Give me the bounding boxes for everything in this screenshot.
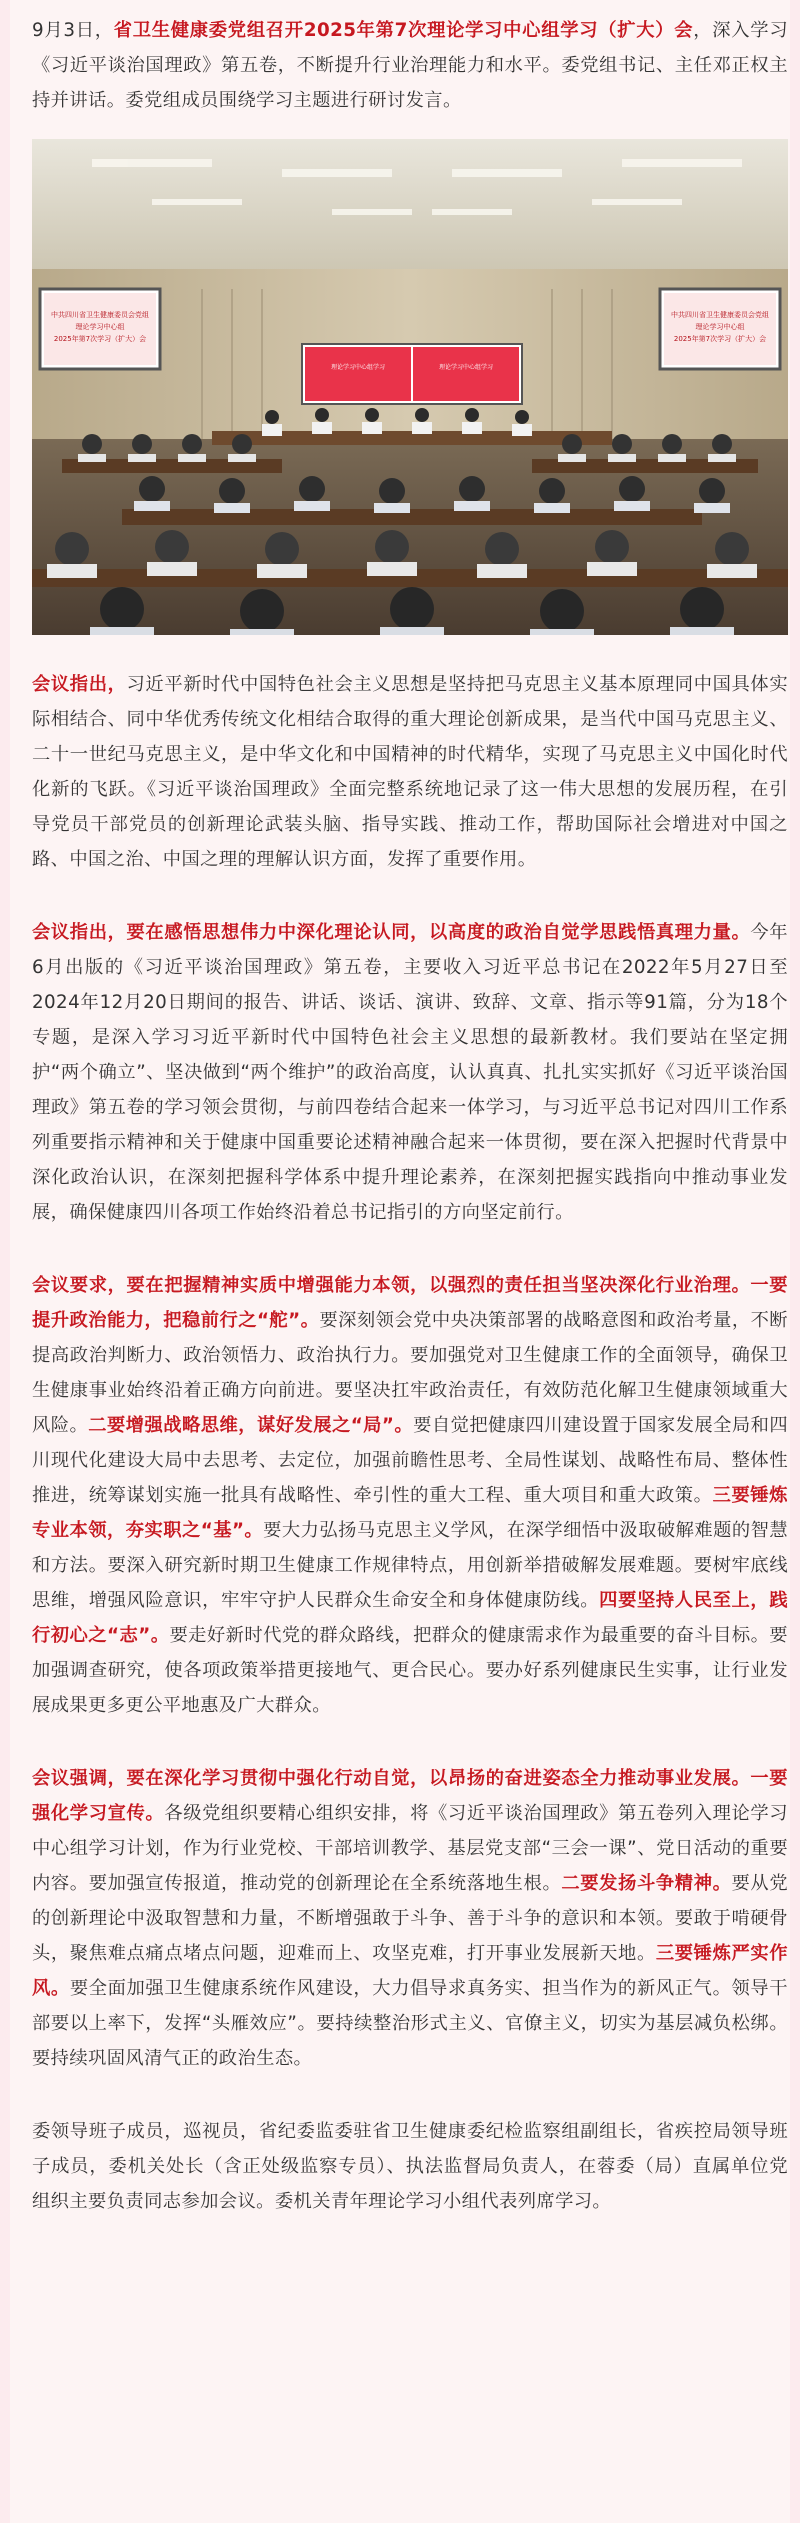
svg-text:2025年第7次学习（扩大）会: 2025年第7次学习（扩大）会 bbox=[673, 335, 767, 343]
intro-highlight: 省卫生健康委党组召开2025年第7次理论学习中心组学习（扩大）会 bbox=[113, 20, 694, 41]
p4-s3-title: 三要锤炼专业本领，夯实职之“基”。 bbox=[32, 1485, 788, 1541]
p5-s1-title: 一要强化学习宣传。 bbox=[32, 1768, 788, 1824]
p5-lead: 会议强调，要在深化学习贯彻中强化行动自觉，以昂扬的奋进姿态全力推动事业发展。 bbox=[32, 1768, 751, 1789]
article-card bbox=[10, 0, 790, 2523]
screen-right-text: 中共四川省卫生健康委员会党组 bbox=[671, 311, 769, 319]
paragraph-intro bbox=[32, 13, 788, 118]
paragraph-attendees bbox=[32, 2114, 788, 2219]
p4-lead: 会议要求，要在把握精神实质中增强能力本领，以强烈的责任担当坚决深化行业治理。 bbox=[32, 1275, 751, 1296]
p6-text: 委领导班子成员，巡视员，省纪委监委驻省卫生健康委纪检监察组副组长，省疾控局领导班子成员，委机关处长（含正处级监察专员）、执法监督局负责人，在蓉委（局）直属单位党组织主要负责同志参加会议。委机关青年理论学习小组代表列席学习。 bbox=[32, 2121, 788, 2212]
paragraph-emphasis bbox=[32, 1761, 788, 2076]
svg-text:理论学习中心组: 理论学习中心组 bbox=[75, 323, 125, 331]
p5-s2-text: 要从党的创新理论中汲取智慧和力量，不断增强敢于斗争、善于斗争的意识和本领。要敢于啃硬骨头，聚焦难点痛点堵点问题，迎难而上、攻坚克难，打开事业发展新天地。 bbox=[32, 1873, 789, 1964]
p4-s2-text: 要自觉把健康四川建设置于国家发展全局和四川现代化建设大局中去思考、去定位，加强前瞻性思考、全局性谋划、战略性布局、整体性推进，统筹谋划实施一批具有战略性、牵引性的重大工程、重大项目和重大政策。 bbox=[32, 1415, 789, 1506]
p4-s2-title: 二要增强战略思维，谋好发展之“局”。 bbox=[88, 1415, 414, 1436]
article-content bbox=[32, 13, 788, 2219]
paragraph-pointed-out-1 bbox=[32, 667, 788, 877]
meeting-photo bbox=[32, 139, 788, 635]
p5-s3-text: 要全面加强卫生健康系统作风建设，大力倡导求真务实、担当作为的新风正气。领导干部要以上率下，发挥“头雁效应”。要持续整治形式主义、官僚主义，切实为基层减负松绑。要持续巩固风清气正的政治生态。 bbox=[32, 1978, 788, 2069]
screen-left-text: 中共四川省卫生健康委员会党组 bbox=[51, 311, 149, 319]
screen-center-text: 理论学习中心组学习 bbox=[330, 364, 386, 371]
svg-text:理论学习中心组学习: 理论学习中心组学习 bbox=[438, 364, 494, 371]
p4-s4-title: 四要坚持人民至上，践行初心之“志”。 bbox=[32, 1590, 789, 1646]
p2-text: 习近平新时代中国特色社会主义思想是坚持把马克思主义基本原理同中国具体实际相结合、同中华优秀传统文化相结合取得的重大理论创新成果，是当代中国马克思主义、二十一世纪马克思主义，是中华文化和中国精神的时代精华，实现了马克思主义中国化时代化新的飞跃。《习近平谈治国理政》全面完整系统地记录了这一伟大思想的发展历程，在引导党员干部党员的创新理论武装头脑、指导实践、推动工作，帮助国际社会增进对中国之路、中国之治、中国之理的理解认识方面，发挥了重要作用。 bbox=[32, 674, 789, 870]
p4-s1-title: 一要提升政治能力，把稳前行之“舵”。 bbox=[32, 1275, 788, 1331]
paragraph-pointed-out-2 bbox=[32, 915, 788, 1230]
p4-s3-text: 要大力弘扬马克思主义学风，在深学细悟中汲取破解难题的智慧和方法。要深入研究新时期卫生健康工作规律特点，用创新举措破解发展难题。要树牢底线思维，增强风险意识，牢牢守护人民群众生命安全和身体健康防线。 bbox=[32, 1520, 788, 1611]
p5-s3-title: 三要锤炼严实作风。 bbox=[32, 1943, 788, 1999]
intro-rest: ，深入学习《习近平谈治国理政》第五卷，不断提升行业治理能力和水平。委党组书记、主任邓正权主持并讲话。委党组成员围绕学习主题进行研讨发言。 bbox=[32, 20, 789, 111]
meeting-photo-illustration bbox=[32, 139, 788, 635]
p2-lead: 会议指出， bbox=[32, 674, 127, 695]
p5-s2-title: 二要发扬斗争精神。 bbox=[561, 1873, 732, 1894]
paragraph-requirements bbox=[32, 1268, 788, 1723]
svg-text:2025年第7次学习（扩大）会: 2025年第7次学习（扩大）会 bbox=[53, 335, 147, 343]
p5-s1-text: 各级党组织要精心组织安排，将《习近平谈治国理政》第五卷列入理论学习中心组学习计划，作为行业党校、干部培训教学、基层党支部“三会一课”、党日活动的重要内容。要加强宣传报道，推动党的创新理论在全系统落地生根。 bbox=[32, 1803, 788, 1894]
p3-lead: 会议指出，要在感悟思想伟力中深化理论认同，以高度的政治自觉学思践悟真理力量。 bbox=[32, 922, 751, 943]
intro-date: 9月3日， bbox=[32, 20, 114, 41]
p4-s1-text: 要深刻领会党中央决策部署的战略意图和政治考量，不断提高政治判断力、政治领悟力、政治执行力。要加强党对卫生健康工作的全面领导，确保卫生健康事业始终沿着正确方向前进。要坚决扛牢政治责任，有效防范化解卫生健康领域重大风险。 bbox=[32, 1310, 788, 1436]
p4-s4-text: 要走好新时代党的群众路线，把群众的健康需求作为最重要的奋斗目标。要加强调查研究，使各项政策举措更接地气、更合民心。要办好系列健康民生实事，让行业发展成果更多更公平地惠及广大群众。 bbox=[32, 1625, 788, 1716]
svg-text:理论学习中心组: 理论学习中心组 bbox=[695, 323, 745, 331]
p3-text: 今年6月出版的《习近平谈治国理政》第五卷，主要收入习近平总书记在2022年5月27日至2024年12月20日期间的报告、讲话、谈话、演讲、致辞、文章、指示等91篇，分为18个专题，是深入学习习近平新时代中国特色社会主义思想的最新教材。我们要站在坚定拥护“两个确立”、坚决做到“两个维护”的政治高度，认认真真、扎扎实实抓好《习近平谈治国理政》第五卷的学习领会贯彻，与前四卷结合起来一体学习，与习近平总书记对四川工作系列重要指示精神和关于健康中国重要论述精神融合起来一体贯彻，要在深入把握时代背景中深化政治认识，在深刻把握科学体系中提升理论素养，在深刻把握实践指向中推动事业发展，确保健康四川各项工作始终沿着总书记指引的方向坚定前行。 bbox=[32, 922, 788, 1223]
